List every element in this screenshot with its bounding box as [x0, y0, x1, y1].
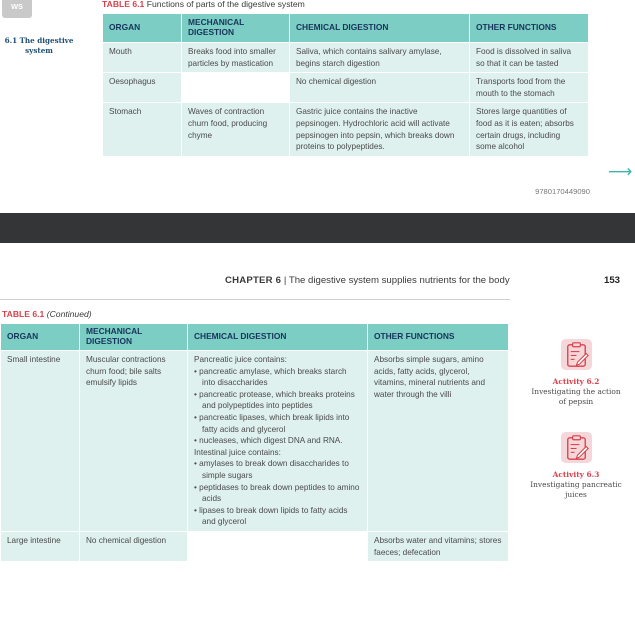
activity-6-3-link[interactable] [528, 431, 624, 500]
header-mechanical: MECHANICAL DIGESTION [80, 324, 188, 351]
cell-chemical: No chemical digestion [290, 73, 470, 103]
page-gap-band [0, 213, 635, 243]
cell-mechanical [182, 73, 290, 103]
worksheet-caption[interactable]: 6.1 The digestive system [4, 36, 74, 55]
activity-title: Activity 6.3 [552, 470, 600, 479]
cell-other: Food is dissolved in saliva so that it can be tasted [470, 43, 589, 73]
header-other: OTHER FUNCTIONS [368, 324, 509, 351]
intestinal-juice-intro: Intestinal juice contains: [194, 447, 281, 457]
list-item: • nucleases, which digest DNA and RNA. [194, 435, 361, 447]
pancreatic-juice-list [194, 366, 361, 447]
page-153 [0, 243, 635, 627]
table-caption: Functions of parts of the digestive system [146, 0, 305, 9]
cell-chemical [188, 351, 368, 532]
cell-other: Absorbs simple sugars, amino acids, fatty acids, glycerol, vitamins, mineral nutrients and water through the villi [368, 351, 509, 532]
header-organ: ORGAN [1, 324, 80, 351]
table-row-stomach [103, 103, 589, 156]
cell-other: Absorbs water and vitamins; stores faeces; defecation [368, 531, 509, 561]
table-row-small-intestine [1, 351, 509, 532]
list-item: • amylases to break down disaccharides to simple sugars [194, 458, 361, 481]
header-other: OTHER FUNCTIONS [470, 14, 589, 43]
table-header-row [1, 324, 509, 351]
pancreatic-juice-intro: Pancreatic juice contains: [194, 355, 287, 364]
cell-organ: Large intestine [1, 531, 80, 561]
cell-organ: Small intestine [1, 351, 80, 532]
worksheet-badge-icon[interactable] [2, 0, 32, 18]
table-row-mouth [103, 43, 589, 73]
cell-organ: Stomach [103, 103, 182, 156]
table-number: TABLE 6.1 [102, 0, 145, 9]
header-chemical: CHEMICAL DIGESTION [290, 14, 470, 43]
table-title [102, 0, 305, 9]
table-row-large-intestine [1, 531, 509, 561]
table-title-continued [2, 309, 92, 319]
digestive-functions-table [102, 13, 589, 157]
isbn-number: 9780170449090 [535, 187, 590, 196]
running-head-separator: | [281, 275, 289, 286]
right-arrow-icon[interactable]: ⟶ [608, 162, 633, 181]
cell-chemical: Saliva, which contains salivary amylase, begins starch digestion [290, 43, 470, 73]
cell-mechanical: No chemical digestion [80, 531, 188, 561]
cell-mechanical: Waves of contraction churn food, producing chyme [182, 103, 290, 156]
activity-description: Investigating pancreatic juices [530, 480, 622, 499]
cell-chemical: Gastric juice contains the inactive pepsinogen. Hydrochloric acid will activate pepsinogen into pepsin, which breaks down proteins to polypeptides. [290, 103, 470, 156]
header-chemical: CHEMICAL DIGESTION [188, 324, 368, 351]
activity-6-2-link[interactable] [528, 338, 624, 407]
header-divider [0, 299, 510, 300]
table-number: TABLE 6.1 [2, 309, 45, 319]
digestive-functions-table-continued [0, 323, 509, 562]
running-head [225, 275, 510, 286]
cell-chemical [188, 531, 368, 561]
previous-page-fragment [0, 0, 635, 213]
cell-mechanical: Breaks food into smaller particles by mastication [182, 43, 290, 73]
table-row-oesophagus [103, 73, 589, 103]
table-continued-label: (Continued) [46, 309, 92, 319]
list-item: • pancreatic amylase, which breaks starch into disaccharides [194, 366, 361, 389]
activity-description: Investigating the action of pepsin [531, 387, 621, 406]
list-item: • pancreatic lipases, which break lipids into fatty acids and glycerol [194, 412, 361, 435]
header-organ: ORGAN [103, 14, 182, 43]
header-mechanical: MECHANICAL DIGESTION [182, 14, 290, 43]
cell-mechanical: Muscular contractions churn food; bile salts emulsify lipids [80, 351, 188, 532]
list-item: • lipases to break down lipids to fatty acids and glycerol [194, 505, 361, 528]
clipboard-pen-icon [560, 338, 593, 371]
list-item: • pancreatic protease, which breaks proteins and polypeptides into peptides [194, 389, 361, 412]
chapter-label: CHAPTER 6 [225, 275, 282, 286]
list-item: • peptidases to break down peptides to amino acids [194, 482, 361, 505]
chapter-title: The digestive system supplies nutrients for the body [288, 275, 510, 286]
activity-title: Activity 6.2 [552, 377, 600, 386]
cell-organ: Mouth [103, 43, 182, 73]
table-header-row [103, 14, 589, 43]
cell-organ: Oesophagus [103, 73, 182, 103]
intestinal-juice-list [194, 458, 361, 528]
cell-other: Stores large quantities of food as it is eaten; absorbs certain drugs, including some alcohol [470, 103, 589, 156]
cell-other: Transports food from the mouth to the stomach [470, 73, 589, 103]
page-number: 153 [604, 275, 621, 286]
worksheet-badge-label: WS [10, 2, 24, 11]
clipboard-pen-icon [560, 431, 593, 464]
